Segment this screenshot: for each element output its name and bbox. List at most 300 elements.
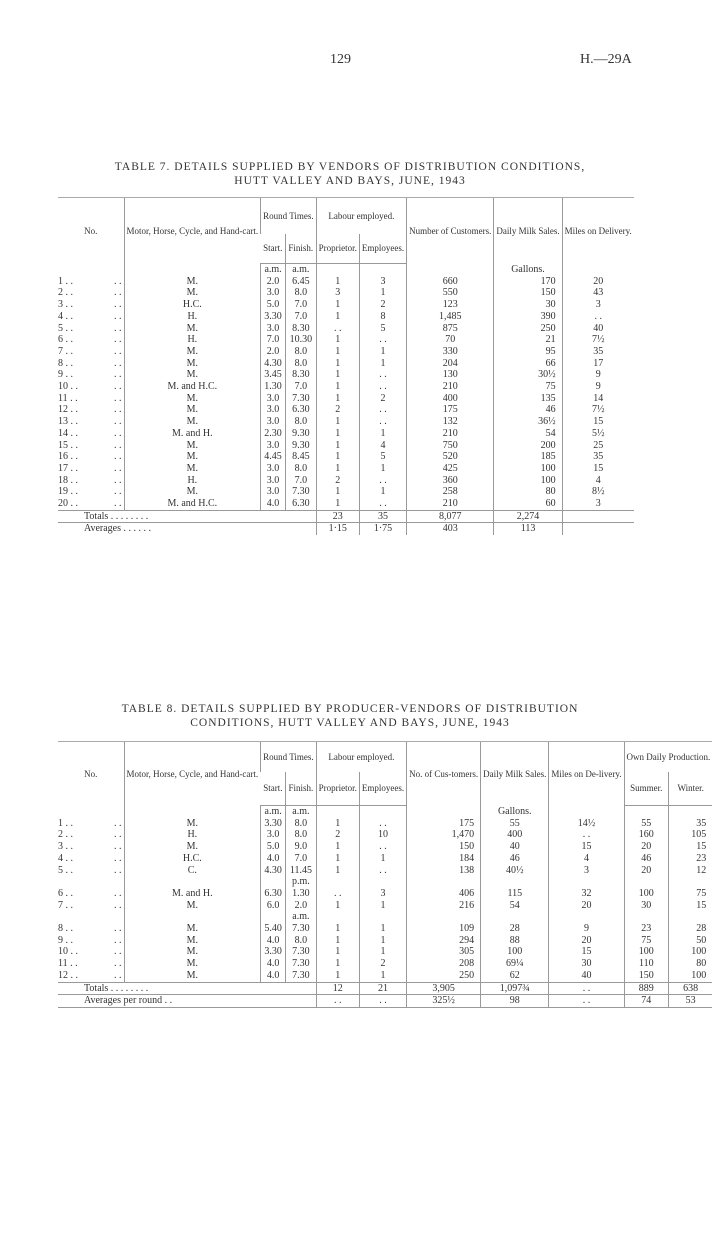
start-time: 3.30 bbox=[261, 311, 286, 323]
finish-time: 8.30 bbox=[285, 369, 316, 381]
summer: 75 bbox=[624, 935, 668, 947]
conveyance: M. bbox=[124, 358, 261, 370]
averages-row bbox=[58, 523, 634, 535]
table-row bbox=[58, 841, 712, 853]
table-row bbox=[58, 958, 712, 970]
employees: 4 bbox=[359, 440, 406, 452]
start-time: 4.0 bbox=[261, 958, 286, 970]
miles: 9 bbox=[562, 369, 634, 381]
proprietor: 1 bbox=[316, 381, 359, 393]
finish-time: 8.0 bbox=[285, 463, 316, 475]
finish-time: 9.0 bbox=[286, 841, 316, 853]
table-row bbox=[58, 923, 712, 935]
employees: 1 bbox=[359, 853, 406, 865]
milk-sales: 80 bbox=[494, 486, 562, 498]
row-number bbox=[58, 853, 124, 865]
row-dots: . . bbox=[114, 946, 122, 958]
customers: 216 bbox=[407, 900, 481, 912]
customers: 1,485 bbox=[407, 311, 494, 323]
finish-time: 7.0 bbox=[285, 311, 316, 323]
table-row bbox=[58, 287, 634, 299]
row-number: 7 . . bbox=[58, 899, 73, 911]
table-row bbox=[58, 946, 712, 958]
start-time: 3.0 bbox=[261, 486, 286, 498]
miles: 3 bbox=[562, 498, 634, 510]
miles: 4 bbox=[549, 853, 624, 865]
finish-time: 9.30 bbox=[285, 440, 316, 452]
avg-miles: . . bbox=[549, 995, 624, 1008]
employees: 1 bbox=[359, 287, 406, 299]
avg-summer: 74 bbox=[624, 995, 668, 1008]
miles: 14½ bbox=[549, 818, 624, 830]
row-dots: . . bbox=[114, 829, 122, 841]
summer: 110 bbox=[624, 958, 668, 970]
document-reference: H.—29A bbox=[580, 52, 632, 67]
start-time: 5.0 bbox=[261, 299, 286, 311]
row-number: 17 . . bbox=[58, 462, 78, 474]
customers: 210 bbox=[407, 381, 494, 393]
table-row bbox=[58, 865, 712, 877]
proprietor: 2 bbox=[316, 829, 359, 841]
start-time: 4.0 bbox=[261, 498, 286, 510]
col-production: Own Daily Production. bbox=[624, 742, 712, 772]
conveyance: M. and H. bbox=[124, 888, 261, 900]
total-milk: 1,097¾ bbox=[481, 982, 549, 995]
conveyance: M. bbox=[124, 486, 261, 498]
customers: 138 bbox=[407, 865, 481, 877]
table-row bbox=[58, 416, 634, 428]
col-proprietor: Proprietor. bbox=[316, 772, 359, 806]
conveyance: M. bbox=[124, 416, 261, 428]
avg-customers: 403 bbox=[407, 523, 494, 535]
col-milk-sales: Daily Milk Sales. bbox=[494, 198, 562, 264]
start-time: 4.0 bbox=[261, 970, 286, 982]
employees: . . bbox=[359, 404, 406, 416]
conveyance: M. and H.C. bbox=[124, 381, 261, 393]
conveyance: H. bbox=[124, 475, 261, 487]
miles: 20 bbox=[549, 900, 624, 912]
miles: 14 bbox=[562, 393, 634, 405]
col-conveyance: Motor, Horse, Cycle, and Hand-cart. bbox=[124, 742, 261, 806]
row-number: 2 . . bbox=[58, 287, 73, 299]
start-time: 6.30 bbox=[261, 888, 286, 900]
miles: 15 bbox=[562, 416, 634, 428]
winter: 35 bbox=[669, 818, 712, 830]
table-row bbox=[58, 369, 634, 381]
row-dots: . . bbox=[114, 299, 122, 311]
milk-sales: 400 bbox=[481, 829, 549, 841]
proprietor: 1 bbox=[316, 865, 359, 877]
start-time: 2.30 bbox=[261, 428, 286, 440]
col-miles: Miles on Delivery. bbox=[562, 198, 634, 264]
row-number bbox=[58, 311, 124, 323]
finish-time: 7.30 bbox=[286, 923, 316, 935]
proprietor: 2 bbox=[316, 404, 359, 416]
proprietor: 1 bbox=[316, 393, 359, 405]
col-miles: Miles on De-livery. bbox=[549, 742, 624, 806]
row-number: 2 . . bbox=[58, 829, 73, 841]
milk-sales: 54 bbox=[494, 428, 562, 440]
milk-sales: 36½ bbox=[494, 416, 562, 428]
milk-sales: 170 bbox=[494, 276, 562, 288]
start-time: 7.0 bbox=[261, 334, 286, 346]
summer: 100 bbox=[624, 946, 668, 958]
milk-sales: 88 bbox=[481, 935, 549, 947]
row-number: 19 . . bbox=[58, 486, 78, 498]
winter: 50 bbox=[669, 935, 712, 947]
milk-sales: 46 bbox=[494, 404, 562, 416]
employees: . . bbox=[359, 381, 406, 393]
winter: 28 bbox=[669, 923, 712, 935]
employees: 1 bbox=[359, 358, 406, 370]
employees: 3 bbox=[359, 888, 406, 900]
start-time: 1.30 bbox=[261, 381, 286, 393]
row-number bbox=[58, 498, 124, 510]
start-time: 3.0 bbox=[261, 393, 286, 405]
milk-sales: 200 bbox=[494, 440, 562, 452]
row-number bbox=[58, 428, 124, 440]
proprietor: 1 bbox=[316, 946, 359, 958]
finish-time: 6.45 bbox=[285, 276, 316, 288]
finish-time: 7.30 bbox=[285, 486, 316, 498]
finish-time: 1.30 bbox=[286, 888, 316, 900]
table-row bbox=[58, 346, 634, 358]
conveyance: H. bbox=[124, 334, 261, 346]
row-dots: . . bbox=[114, 923, 122, 935]
proprietor: 1 bbox=[316, 900, 359, 912]
row-number: 8 . . bbox=[58, 357, 73, 369]
finish-time: 8.0 bbox=[285, 358, 316, 370]
milk-sales: 115 bbox=[481, 888, 549, 900]
start-time: 4.0 bbox=[261, 935, 286, 947]
row-number: 7 . . bbox=[58, 345, 73, 357]
table7 bbox=[58, 197, 634, 535]
conveyance: M. bbox=[124, 970, 261, 982]
total-customers: 8,077 bbox=[407, 510, 494, 523]
winter: 15 bbox=[669, 900, 712, 912]
milk-sales: 95 bbox=[494, 346, 562, 358]
total-milk: 2,274 bbox=[494, 510, 562, 523]
miles: 43 bbox=[562, 287, 634, 299]
milk-sales: 46 bbox=[481, 853, 549, 865]
row-dots: . . bbox=[114, 322, 122, 334]
row-dots: . . bbox=[114, 498, 122, 510]
row-number bbox=[58, 475, 124, 487]
start-time: 3.0 bbox=[261, 404, 286, 416]
customers: 330 bbox=[407, 346, 494, 358]
conveyance: M. bbox=[124, 451, 261, 463]
start-time: 3.45 bbox=[261, 369, 286, 381]
conveyance: H. bbox=[124, 829, 261, 841]
total-customers: 3,905 bbox=[407, 982, 481, 995]
milk-sales: 100 bbox=[481, 946, 549, 958]
conveyance: M. bbox=[124, 323, 261, 335]
total-summer: 889 bbox=[624, 982, 668, 995]
units-row bbox=[58, 806, 712, 818]
row-number: 4 . . bbox=[58, 852, 73, 864]
proprietor: 3 bbox=[316, 287, 359, 299]
finish-time: 6.30 bbox=[285, 404, 316, 416]
miles: 9 bbox=[562, 381, 634, 393]
conveyance: M. bbox=[124, 958, 261, 970]
avg-customers: 325½ bbox=[407, 995, 481, 1008]
row-number bbox=[58, 323, 124, 335]
miles: 7½ bbox=[562, 404, 634, 416]
miles: 4 bbox=[562, 475, 634, 487]
row-dots: . . bbox=[114, 275, 122, 287]
table8-title-line1: TABLE 8. DETAILS SUPPLIED BY PRODUCER-VENDORS OF DISTRIBUTION bbox=[121, 703, 579, 715]
employees: . . bbox=[359, 865, 406, 877]
employees: . . bbox=[359, 475, 406, 487]
customers: 150 bbox=[407, 841, 481, 853]
customers: 660 bbox=[407, 276, 494, 288]
employees: 2 bbox=[359, 393, 406, 405]
employees: 2 bbox=[359, 958, 406, 970]
avg-employees: . . bbox=[359, 995, 406, 1008]
conveyance: M. bbox=[124, 346, 261, 358]
employees: 1 bbox=[359, 486, 406, 498]
col-customers: Number of Customers. bbox=[407, 198, 494, 264]
miles: 3 bbox=[562, 299, 634, 311]
table-row bbox=[58, 486, 634, 498]
avg-proprietor: 1·15 bbox=[316, 523, 359, 535]
row-dots: . . bbox=[114, 439, 122, 451]
table-row bbox=[58, 311, 634, 323]
total-miles: . . bbox=[549, 982, 624, 995]
finish-time: 7.30 bbox=[286, 946, 316, 958]
units-row bbox=[58, 876, 712, 888]
table-row bbox=[58, 451, 634, 463]
start-time: 3.0 bbox=[261, 416, 286, 428]
customers: 210 bbox=[407, 498, 494, 510]
proprietor: 1 bbox=[316, 428, 359, 440]
employees: 2 bbox=[359, 299, 406, 311]
table-row bbox=[58, 393, 634, 405]
finish-time: 11.45 bbox=[286, 865, 316, 877]
start-time: 3.0 bbox=[261, 475, 286, 487]
row-dots: . . bbox=[114, 404, 122, 416]
table-row bbox=[58, 853, 712, 865]
employees: 1 bbox=[359, 970, 406, 982]
unit-am: a.m. bbox=[285, 264, 316, 276]
avg-milk: 98 bbox=[481, 995, 549, 1008]
customers: 305 bbox=[407, 946, 481, 958]
employees: 1 bbox=[359, 900, 406, 912]
unit-label: p.m. bbox=[286, 876, 316, 888]
col-proprietor: Proprietor. bbox=[316, 234, 359, 264]
winter: 12 bbox=[669, 865, 712, 877]
miles: 30 bbox=[549, 958, 624, 970]
col-no: No. bbox=[58, 742, 124, 806]
row-number bbox=[58, 829, 124, 841]
col-round-times: Round Times. bbox=[261, 742, 317, 772]
finish-time: 7.30 bbox=[285, 393, 316, 405]
unit-gallons: Gallons. bbox=[494, 264, 562, 276]
start-time: 3.0 bbox=[261, 287, 286, 299]
row-number: 11 . . bbox=[58, 958, 78, 970]
employees: . . bbox=[359, 416, 406, 428]
totals-label: Totals . . . . . . . . bbox=[58, 982, 316, 995]
col-employees: Employees. bbox=[359, 772, 406, 806]
table-row bbox=[58, 440, 634, 452]
proprietor: 1 bbox=[316, 923, 359, 935]
employees: 1 bbox=[359, 428, 406, 440]
row-number: 12 . . bbox=[58, 404, 78, 416]
row-dots: . . bbox=[114, 817, 122, 829]
miles: 40 bbox=[562, 323, 634, 335]
summer: 23 bbox=[624, 923, 668, 935]
miles: 15 bbox=[562, 463, 634, 475]
proprietor: . . bbox=[316, 888, 359, 900]
averages-row bbox=[58, 995, 712, 1008]
proprietor: 1 bbox=[316, 440, 359, 452]
col-finish: Finish. bbox=[285, 234, 316, 264]
row-number: 10 . . bbox=[58, 381, 78, 393]
units-row bbox=[58, 911, 712, 923]
table-row bbox=[58, 970, 712, 982]
summer: 160 bbox=[624, 829, 668, 841]
avg-winter: 53 bbox=[669, 995, 712, 1008]
row-number: 20 . . bbox=[58, 498, 78, 510]
finish-time: 2.0 bbox=[286, 900, 316, 912]
row-number: 5 . . bbox=[58, 864, 73, 876]
row-number bbox=[58, 334, 124, 346]
start-time: 2.0 bbox=[261, 346, 286, 358]
col-round-times: Round Times. bbox=[261, 198, 317, 234]
customers: 175 bbox=[407, 404, 494, 416]
proprietor: 1 bbox=[316, 935, 359, 947]
start-time: 2.0 bbox=[261, 276, 286, 288]
row-number bbox=[58, 900, 124, 912]
customers: 123 bbox=[407, 299, 494, 311]
conveyance: M. bbox=[124, 841, 261, 853]
winter: 75 bbox=[669, 888, 712, 900]
customers: 130 bbox=[407, 369, 494, 381]
customers: 175 bbox=[407, 818, 481, 830]
miles: 35 bbox=[562, 346, 634, 358]
summer: 20 bbox=[624, 865, 668, 877]
customers: 425 bbox=[407, 463, 494, 475]
start-time: 3.0 bbox=[261, 463, 286, 475]
customers: 400 bbox=[407, 393, 494, 405]
summer: 55 bbox=[624, 818, 668, 830]
col-no: No. bbox=[58, 198, 124, 264]
summer: 100 bbox=[624, 888, 668, 900]
customers: 204 bbox=[407, 358, 494, 370]
finish-time: 7.30 bbox=[286, 958, 316, 970]
customers: 360 bbox=[407, 475, 494, 487]
averages-label: Averages per round . . bbox=[58, 995, 316, 1008]
row-number bbox=[58, 358, 124, 370]
miles: 5½ bbox=[562, 428, 634, 440]
customers: 875 bbox=[407, 323, 494, 335]
finish-time: 8.0 bbox=[285, 416, 316, 428]
row-number bbox=[58, 416, 124, 428]
row-dots: . . bbox=[114, 287, 122, 299]
conveyance: M. bbox=[124, 463, 261, 475]
proprietor: 1 bbox=[316, 369, 359, 381]
col-employees: Employees. bbox=[359, 234, 406, 264]
table7-title-line1: TABLE 7. DETAILS SUPPLIED BY VENDORS OF DISTRIBUTION CONDITIONS, bbox=[114, 161, 586, 173]
proprietor: 1 bbox=[316, 463, 359, 475]
table-row bbox=[58, 428, 634, 440]
row-dots: . . bbox=[114, 345, 122, 357]
row-number bbox=[58, 404, 124, 416]
conveyance: M. and H.C. bbox=[124, 498, 261, 510]
averages-label: Averages . . . . . . bbox=[58, 523, 316, 535]
proprietor: 1 bbox=[316, 841, 359, 853]
miles: . . bbox=[549, 829, 624, 841]
customers: 210 bbox=[407, 428, 494, 440]
finish-time: 7.0 bbox=[285, 299, 316, 311]
table-row bbox=[58, 498, 634, 510]
unit-am: a.m. bbox=[261, 264, 286, 276]
row-dots: . . bbox=[114, 369, 122, 381]
row-dots: . . bbox=[114, 899, 122, 911]
milk-sales: 60 bbox=[494, 498, 562, 510]
employees: 5 bbox=[359, 451, 406, 463]
miles: 20 bbox=[549, 935, 624, 947]
start-time: 3.0 bbox=[261, 829, 286, 841]
col-finish: Finish. bbox=[286, 772, 316, 806]
total-proprietor: 23 bbox=[316, 510, 359, 523]
miles: 40 bbox=[549, 970, 624, 982]
customers: 750 bbox=[407, 440, 494, 452]
winter: 23 bbox=[669, 853, 712, 865]
start-time: 5.40 bbox=[261, 923, 286, 935]
row-dots: . . bbox=[114, 310, 122, 322]
start-time: 3.30 bbox=[261, 946, 286, 958]
start-time: 3.30 bbox=[261, 818, 286, 830]
col-winter: Winter. bbox=[669, 772, 712, 806]
row-number bbox=[58, 369, 124, 381]
row-dots: . . bbox=[114, 381, 122, 393]
row-dots: . . bbox=[114, 934, 122, 946]
table-row bbox=[58, 323, 634, 335]
miles: 25 bbox=[562, 440, 634, 452]
row-dots: . . bbox=[114, 969, 122, 981]
table-row bbox=[58, 888, 712, 900]
milk-sales: 55 bbox=[481, 818, 549, 830]
milk-sales: 390 bbox=[494, 311, 562, 323]
employees: . . bbox=[359, 498, 406, 510]
customers: 70 bbox=[407, 334, 494, 346]
row-number bbox=[58, 958, 124, 970]
conveyance: C. bbox=[124, 865, 261, 877]
proprietor: 1 bbox=[316, 334, 359, 346]
customers: 132 bbox=[407, 416, 494, 428]
employees: . . bbox=[359, 369, 406, 381]
miles: 32 bbox=[549, 888, 624, 900]
row-number bbox=[58, 841, 124, 853]
row-dots: . . bbox=[114, 864, 122, 876]
avg-milk: 113 bbox=[494, 523, 562, 535]
winter: 15 bbox=[669, 841, 712, 853]
unit-gallons: Gallons. bbox=[481, 806, 549, 818]
customers: 184 bbox=[407, 853, 481, 865]
row-dots: . . bbox=[114, 841, 122, 853]
col-milk-sales: Daily Milk Sales. bbox=[481, 742, 549, 806]
winter: 80 bbox=[669, 958, 712, 970]
row-number: 12 . . bbox=[58, 969, 78, 981]
customers: 109 bbox=[407, 923, 481, 935]
employees: 8 bbox=[359, 311, 406, 323]
milk-sales: 250 bbox=[494, 323, 562, 335]
employees: 10 bbox=[359, 829, 406, 841]
employees: 1 bbox=[359, 463, 406, 475]
conveyance: H.C. bbox=[124, 299, 261, 311]
table8-title-line2: CONDITIONS, HUTT VALLEY AND BAYS, JUNE, 1943 bbox=[190, 717, 510, 729]
